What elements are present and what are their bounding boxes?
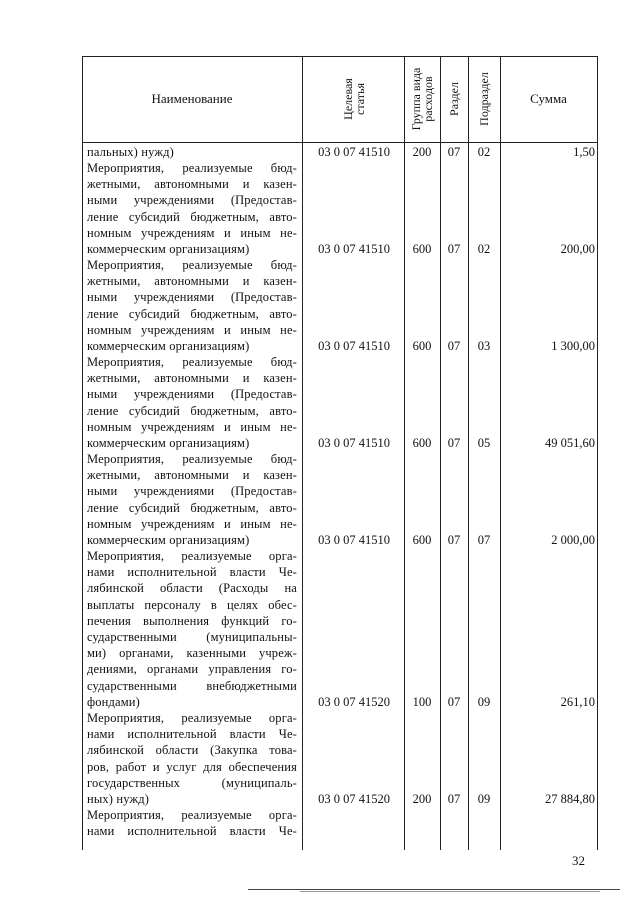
row-code: 03 0 07 41510 [318,533,390,547]
page-number: 32 [572,853,585,868]
header-section: Раздел [447,82,461,116]
header-target-cell [304,56,404,142]
row-subsection: 03 [477,339,491,353]
row-group: 600 [412,242,432,256]
row-name-line: ление субсидий бюджетным, авто- [87,403,297,418]
row-name-line: пальных) нужд) [87,145,174,159]
row-name-line: выплаты персоналу в целях обес- [87,597,297,612]
table-border-left [82,56,83,850]
row-sum: 200,00 [560,242,595,256]
row-code: 03 0 07 41510 [318,242,390,256]
column-divider [500,56,501,850]
row-name-line: жетными, автономными и казен- [87,371,297,386]
row-subsection: 09 [477,695,491,709]
row-name-line: Мероприятия, реализуемые орга- [87,549,297,563]
row-name-line: печения выполнения функций го- [87,613,297,628]
header-subsection: Подраздел [477,72,491,126]
header-target: Целевая статья [341,78,367,120]
column-divider [302,56,303,850]
row-name-line: лябинской области (Закупка това- [87,743,297,758]
footer-rule [300,891,600,892]
row-section: 07 [447,695,461,709]
budget-table [82,56,598,850]
row-name-line: жетными, автономными и казен- [87,177,297,192]
row-subsection: 09 [477,792,491,806]
row-name-line: нами исполнительной власти Че- [87,824,297,839]
row-name-line: ными учреждениями (Предостав- [87,387,297,402]
row-name-line: жетными, автономными и казен- [87,468,297,483]
row-name [87,451,297,548]
row-name-line: номным учреждениям и иным не- [87,322,297,337]
row-section: 07 [447,145,461,159]
row-name-line: Мероприятия, реализуемые бюд- [87,258,297,272]
row-group: 600 [412,339,432,353]
row-name-line: коммерческим организациям) [87,241,250,256]
row-name-line: коммерческим организациям) [87,338,250,353]
row-name [87,354,297,451]
header-divider [82,142,598,143]
row-group: 100 [412,695,432,709]
row-section: 07 [447,792,461,806]
row-subsection: 05 [477,436,491,450]
row-code: 03 0 07 41510 [318,339,390,353]
row-name-line: нами исполнительной власти Че- [87,727,297,742]
row-group: 200 [412,145,432,159]
row-name-line: Мероприятия, реализуемые орга- [87,711,297,725]
row-sum: 1,50 [573,145,595,159]
row-name-line: номным учреждениям и иным не- [87,225,297,240]
column-divider [468,56,469,850]
row-name-line: номным учреждениям и иным не- [87,419,297,434]
header-section-cell [440,56,468,142]
row-name-line: коммерческим организациям) [87,435,250,450]
row-section: 07 [447,436,461,450]
row-name [87,160,297,257]
header-group-cell [404,56,440,142]
footer-rule [248,889,620,890]
header-sum: Сумма [530,91,567,106]
row-name-line: дениями, органами управления го- [87,662,297,677]
row-name-line: ление субсидий бюджетным, авто- [87,209,297,224]
row-code: 03 0 07 41520 [318,792,390,806]
table-border-right [597,56,598,850]
row-name-line: ров, работ и услуг для обеспечения [87,759,297,774]
row-name-line: сударственными (муниципальны- [87,629,297,644]
row-name [87,807,297,839]
row-name-line: ными учреждениями (Предостав- [87,193,297,208]
row-name-line: коммерческим организациям) [87,532,250,547]
row-name-line: ление субсидий бюджетным, авто- [87,500,297,515]
row-section: 07 [447,242,461,256]
row-code: 03 0 07 41510 [318,436,390,450]
row-section: 07 [447,339,461,353]
row-sum: 261,10 [560,695,595,709]
row-name-line: лябинской области (Расходы на [87,581,297,596]
row-name-line: ными учреждениями (Предостав- [87,484,297,499]
row-section: 07 [447,533,461,547]
header-subsection-cell [468,56,500,142]
row-name-line: ми) органами, казенными учреж- [87,646,297,661]
row-group: 200 [412,792,432,806]
row-code: 03 0 07 41510 [318,145,390,159]
row-name-line: Мероприятия, реализуемые бюд- [87,355,297,369]
row-code: 03 0 07 41520 [318,695,390,709]
row-group: 600 [412,533,432,547]
row-group: 600 [412,436,432,450]
row-sum: 2 000,00 [551,533,595,547]
row-name-line: жетными, автономными и казен- [87,274,297,289]
row-name-line: ными учреждениями (Предостав- [87,290,297,305]
row-sum: 49 051,60 [545,436,595,450]
header-group: Группа вида расходов [409,67,435,131]
row-name-line: государственных (муниципаль- [87,775,297,790]
row-name [87,257,297,354]
row-name [87,144,297,160]
row-name-line: ление субсидий бюджетным, авто- [87,306,297,321]
column-divider [440,56,441,850]
row-name-line: сударственными внебюджетными [87,678,297,693]
row-name-line: Мероприятия, реализуемые бюд- [87,161,297,175]
row-name-line: фондами) [87,694,140,709]
row-name-line: ных) нужд) [87,791,150,806]
row-name [87,710,297,807]
row-subsection: 02 [477,242,491,256]
row-name [87,548,297,710]
header-name: Наименование [151,91,233,106]
row-name-line: Мероприятия, реализуемые бюд- [87,452,297,466]
column-divider [404,56,405,850]
row-name-line: Мероприятия, реализуемые орга- [87,808,297,822]
row-subsection: 02 [477,145,491,159]
row-name-line: нами исполнительной власти Че- [87,565,297,580]
row-sum: 1 300,00 [551,339,595,353]
row-name-line: номным учреждениям и иным не- [87,516,297,531]
row-sum: 27 884,80 [545,792,595,806]
row-subsection: 07 [477,533,491,547]
